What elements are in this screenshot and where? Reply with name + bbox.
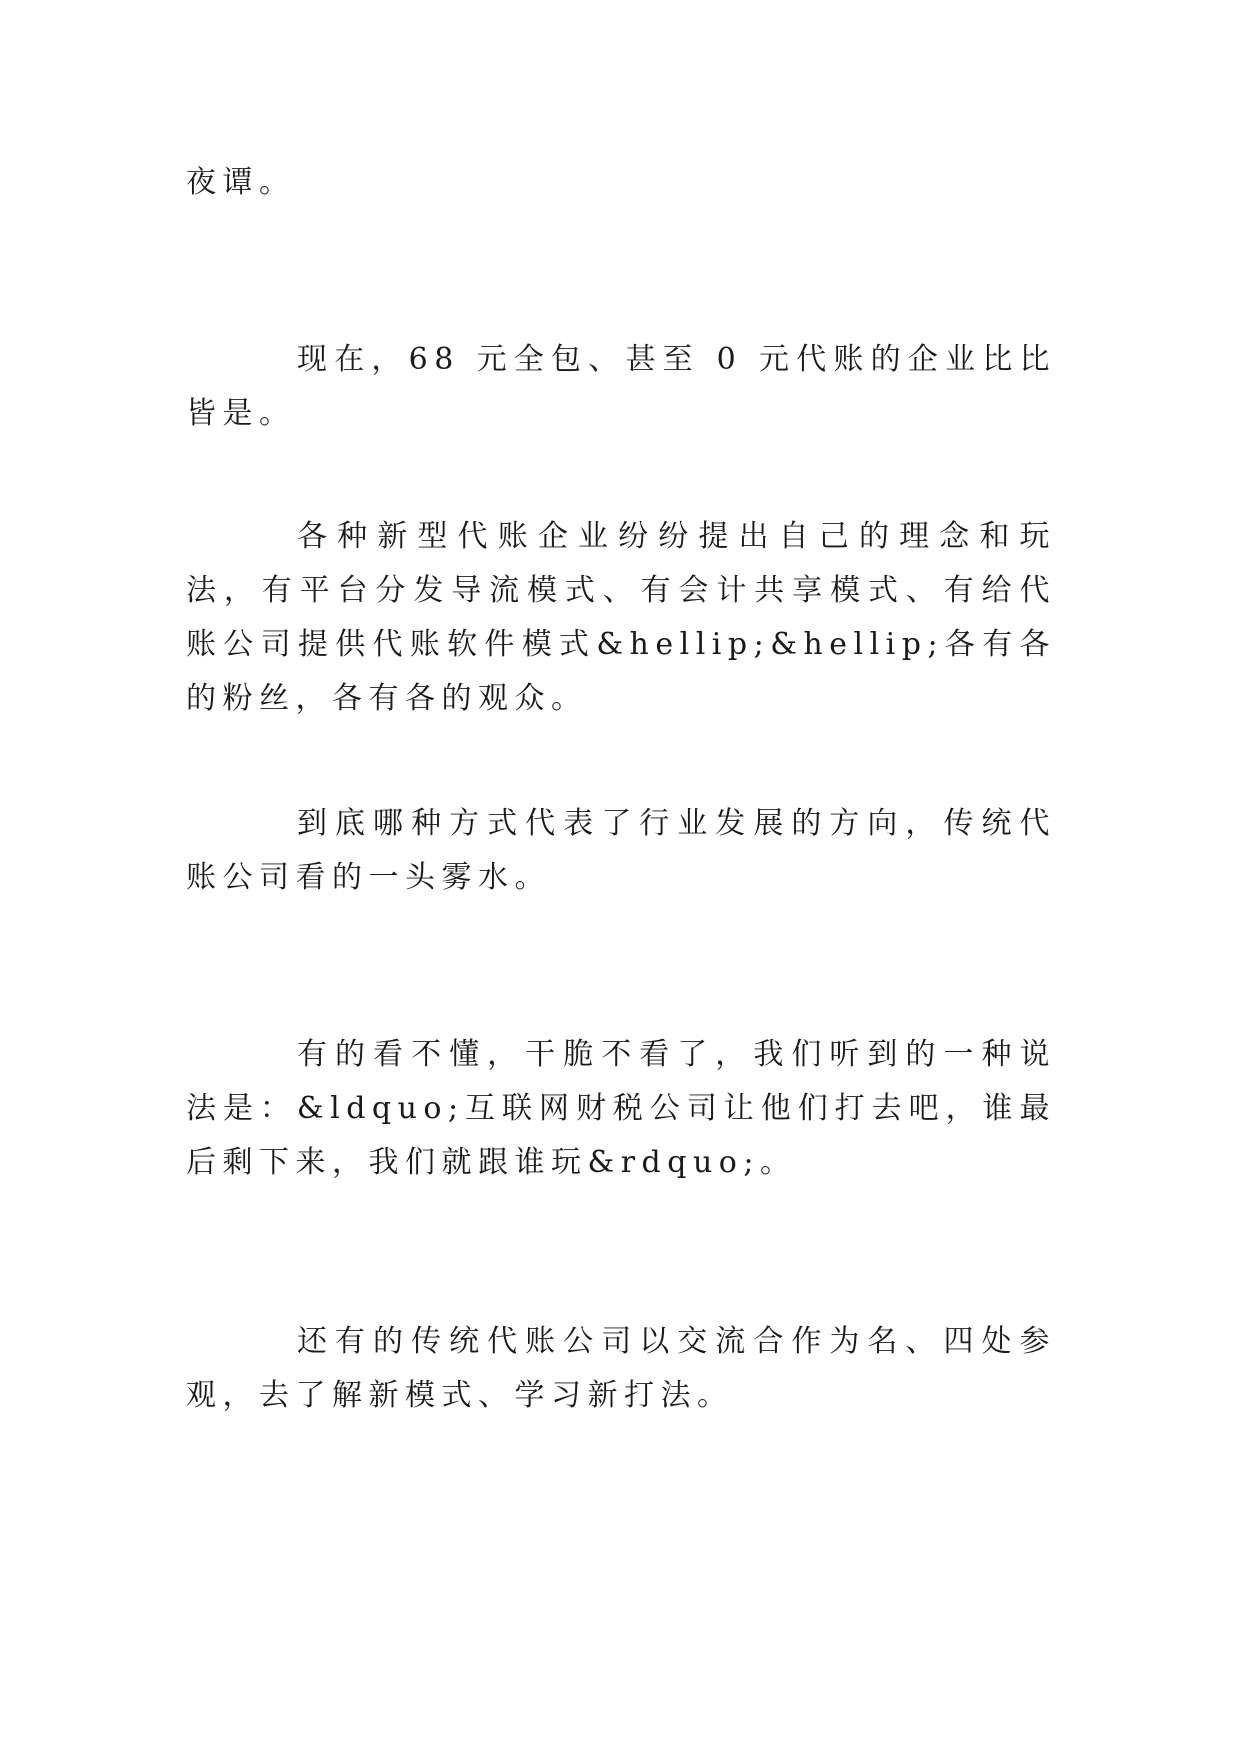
paragraph-4: 到底哪种方式代表了行业发展的方向，传统代账公司看的一头雾水。 xyxy=(186,806,1056,895)
paragraph-5: 有的看不懂，干脆不看了，我们听到的一种说法是：&ldquo;互联网财税公司让他们打去吧，谁最后剩下来，我们就跟谁玩&rdquo;。 xyxy=(186,1037,1056,1180)
paragraph-6: 还有的传统代账公司以交流合作为名、四处参观，去了解新模式、学习新打法。 xyxy=(186,1324,1056,1413)
paragraph-1: 夜谭。 xyxy=(186,165,296,200)
paragraph-3: 各种新型代账企业纷纷提出自己的理念和玩法，有平台分发导流模式、有会计共享模式、有给代账公司提供代账软件模式&hellip;&hellip;各有各的粉丝，各有各的观众。 xyxy=(186,519,1056,716)
paragraph-2: 现在，68 元全包、甚至 0 元代账的企业比比皆是。 xyxy=(186,342,1056,431)
